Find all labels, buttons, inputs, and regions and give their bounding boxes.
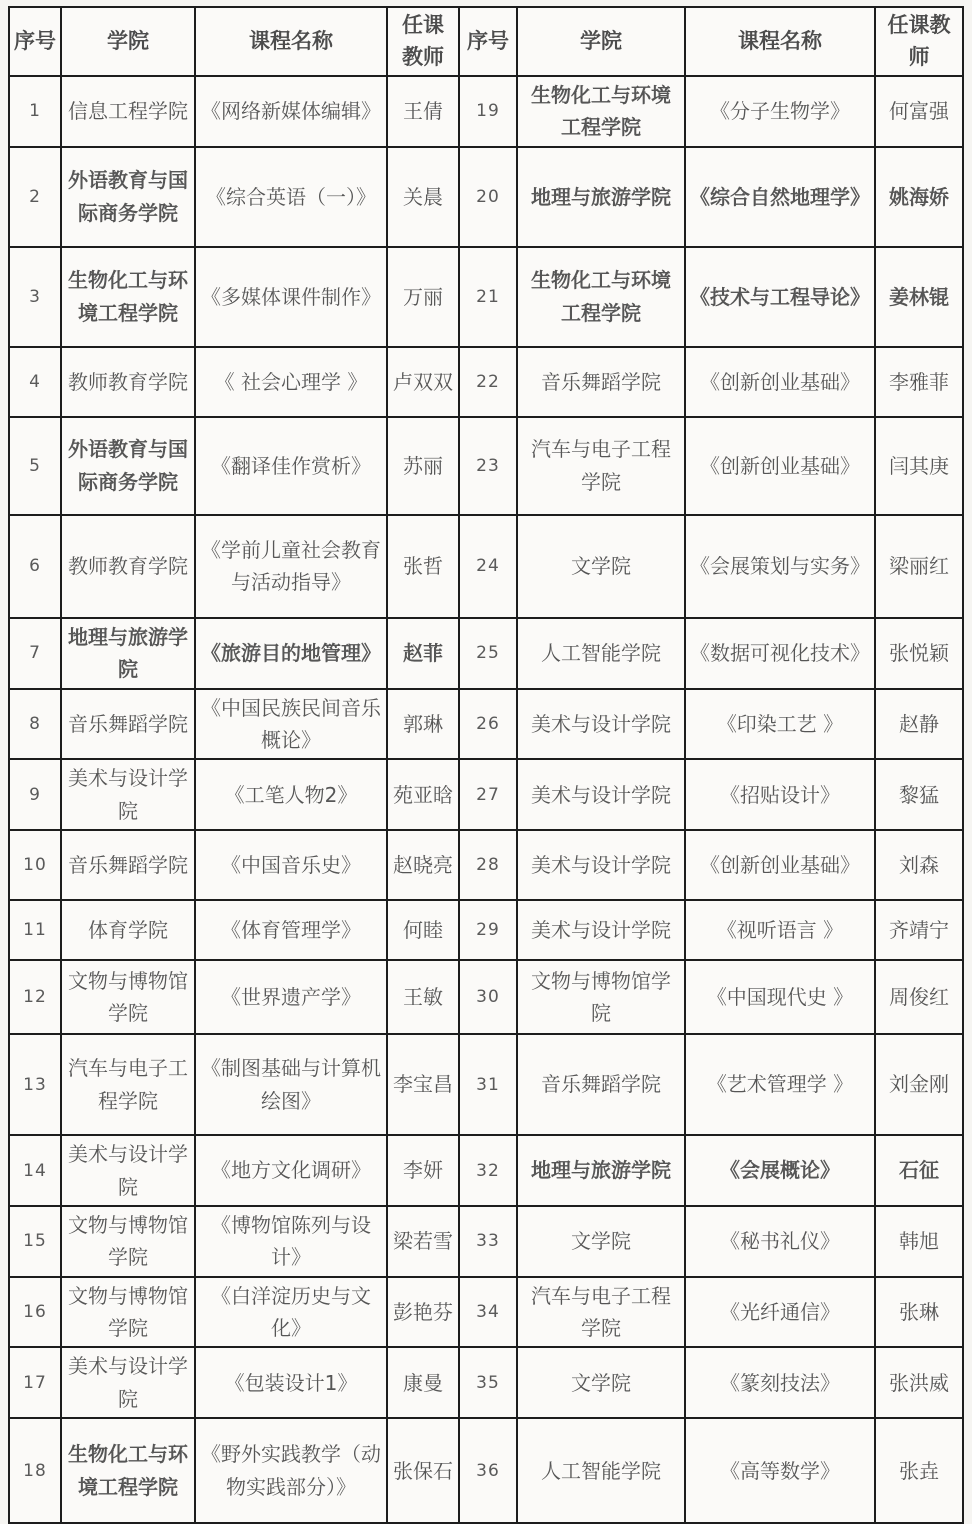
cell-course: 《视听语言 》 bbox=[685, 900, 875, 960]
cell-course: 《篆刻技法》 bbox=[685, 1347, 875, 1418]
table-row bbox=[9, 1135, 963, 1206]
cell-no: 9 bbox=[9, 759, 61, 830]
cell-no: 16 bbox=[9, 1277, 61, 1348]
cell-college: 文学院 bbox=[517, 1206, 685, 1277]
table-row bbox=[9, 1347, 963, 1418]
table-row bbox=[9, 347, 963, 417]
cell-college: 教师教育学院 bbox=[61, 347, 195, 417]
cell-teacher: 张洪威 bbox=[875, 1347, 963, 1418]
cell-course: 《高等数学》 bbox=[685, 1418, 875, 1523]
cell-teacher: 李妍 bbox=[387, 1135, 459, 1206]
header-cell-6: 课程名称 bbox=[685, 7, 875, 76]
cell-college: 生物化工与环境工程学院 bbox=[61, 1418, 195, 1523]
header-cell-5: 学院 bbox=[517, 7, 685, 76]
cell-teacher: 张悦颖 bbox=[875, 618, 963, 689]
cell-college: 地理与旅游学院 bbox=[61, 618, 195, 689]
cell-college: 文物与博物馆学院 bbox=[61, 1277, 195, 1348]
cell-college: 文学院 bbox=[517, 515, 685, 618]
cell-no: 13 bbox=[9, 1034, 61, 1135]
cell-course: 《网络新媒体编辑》 bbox=[195, 76, 387, 147]
cell-course: 《艺术管理学 》 bbox=[685, 1034, 875, 1135]
cell-no: 36 bbox=[459, 1418, 517, 1523]
cell-no: 28 bbox=[459, 830, 517, 900]
cell-teacher: 韩旭 bbox=[875, 1206, 963, 1277]
cell-college: 信息工程学院 bbox=[61, 76, 195, 147]
cell-college: 教师教育学院 bbox=[61, 515, 195, 618]
cell-no: 22 bbox=[459, 347, 517, 417]
cell-course: 《制图基础与计算机绘图》 bbox=[195, 1034, 387, 1135]
cell-course: 《翻译佳作赏析》 bbox=[195, 417, 387, 515]
cell-course: 《招贴设计》 bbox=[685, 759, 875, 830]
table-body bbox=[9, 76, 963, 1523]
cell-no: 29 bbox=[459, 900, 517, 960]
cell-college: 美术与设计学院 bbox=[61, 1135, 195, 1206]
cell-no: 11 bbox=[9, 900, 61, 960]
cell-course: 《 社会心理学 》 bbox=[195, 347, 387, 417]
cell-college: 汽车与电子工程学院 bbox=[61, 1034, 195, 1135]
table-row bbox=[9, 417, 963, 515]
cell-no: 12 bbox=[9, 960, 61, 1034]
cell-course: 《地方文化调研》 bbox=[195, 1135, 387, 1206]
cell-course: 《秘书礼仪》 bbox=[685, 1206, 875, 1277]
cell-college: 人工智能学院 bbox=[517, 618, 685, 689]
cell-course: 《综合英语（一）》 bbox=[195, 147, 387, 247]
cell-no: 25 bbox=[459, 618, 517, 689]
cell-course: 《体育管理学》 bbox=[195, 900, 387, 960]
cell-teacher: 张琳 bbox=[875, 1277, 963, 1348]
cell-course: 《中国民族民间音乐概论》 bbox=[195, 689, 387, 760]
cell-college: 文物与博物馆学院 bbox=[517, 960, 685, 1034]
cell-course: 《印染工艺 》 bbox=[685, 689, 875, 760]
cell-no: 14 bbox=[9, 1135, 61, 1206]
cell-teacher: 姜林锟 bbox=[875, 247, 963, 347]
cell-teacher: 彭艳芬 bbox=[387, 1277, 459, 1348]
cell-no: 24 bbox=[459, 515, 517, 618]
cell-no: 15 bbox=[9, 1206, 61, 1277]
cell-course: 《光纤通信》 bbox=[685, 1277, 875, 1348]
cell-no: 20 bbox=[459, 147, 517, 247]
cell-teacher: 黎猛 bbox=[875, 759, 963, 830]
cell-college: 音乐舞蹈学院 bbox=[517, 1034, 685, 1135]
cell-no: 8 bbox=[9, 689, 61, 760]
cell-no: 3 bbox=[9, 247, 61, 347]
cell-course: 《野外实践教学（动物实践部分）》 bbox=[195, 1418, 387, 1523]
cell-no: 23 bbox=[459, 417, 517, 515]
cell-course: 《博物馆陈列与设计》 bbox=[195, 1206, 387, 1277]
cell-no: 31 bbox=[459, 1034, 517, 1135]
cell-college: 文学院 bbox=[517, 1347, 685, 1418]
cell-no: 30 bbox=[459, 960, 517, 1034]
cell-teacher: 康曼 bbox=[387, 1347, 459, 1418]
cell-no: 10 bbox=[9, 830, 61, 900]
cell-college: 地理与旅游学院 bbox=[517, 147, 685, 247]
cell-college: 地理与旅游学院 bbox=[517, 1135, 685, 1206]
cell-no: 4 bbox=[9, 347, 61, 417]
cell-no: 32 bbox=[459, 1135, 517, 1206]
table-row bbox=[9, 830, 963, 900]
cell-course: 《综合自然地理学》 bbox=[685, 147, 875, 247]
cell-teacher: 齐靖宁 bbox=[875, 900, 963, 960]
cell-course: 《创新创业基础》 bbox=[685, 347, 875, 417]
cell-college: 人工智能学院 bbox=[517, 1418, 685, 1523]
table-row bbox=[9, 76, 963, 147]
table-row bbox=[9, 689, 963, 760]
cell-college: 汽车与电子工程学院 bbox=[517, 417, 685, 515]
table-row bbox=[9, 247, 963, 347]
cell-course: 《中国现代史 》 bbox=[685, 960, 875, 1034]
cell-teacher: 万丽 bbox=[387, 247, 459, 347]
cell-no: 26 bbox=[459, 689, 517, 760]
cell-course: 《会展概论》 bbox=[685, 1135, 875, 1206]
table-row bbox=[9, 960, 963, 1034]
cell-teacher: 赵静 bbox=[875, 689, 963, 760]
cell-no: 33 bbox=[459, 1206, 517, 1277]
cell-teacher: 苏丽 bbox=[387, 417, 459, 515]
header-row bbox=[9, 7, 963, 76]
table-row bbox=[9, 759, 963, 830]
table-row bbox=[9, 1277, 963, 1348]
table-row bbox=[9, 147, 963, 247]
cell-college: 美术与设计学院 bbox=[61, 1347, 195, 1418]
cell-no: 19 bbox=[459, 76, 517, 147]
table-row bbox=[9, 1206, 963, 1277]
cell-no: 5 bbox=[9, 417, 61, 515]
cell-course: 《技术与工程导论》 bbox=[685, 247, 875, 347]
cell-no: 21 bbox=[459, 247, 517, 347]
cell-teacher: 周俊红 bbox=[875, 960, 963, 1034]
cell-college: 音乐舞蹈学院 bbox=[61, 830, 195, 900]
cell-teacher: 闫其庚 bbox=[875, 417, 963, 515]
cell-college: 音乐舞蹈学院 bbox=[517, 347, 685, 417]
header-cell-2: 课程名称 bbox=[195, 7, 387, 76]
cell-college: 生物化工与环境工程学院 bbox=[517, 76, 685, 147]
cell-teacher: 王敏 bbox=[387, 960, 459, 1034]
cell-course: 《分子生物学》 bbox=[685, 76, 875, 147]
header-cell-7: 任课教师 bbox=[875, 7, 963, 76]
cell-no: 17 bbox=[9, 1347, 61, 1418]
cell-no: 18 bbox=[9, 1418, 61, 1523]
cell-college: 汽车与电子工程学院 bbox=[517, 1277, 685, 1348]
cell-teacher: 郭琳 bbox=[387, 689, 459, 760]
cell-teacher: 刘金刚 bbox=[875, 1034, 963, 1135]
cell-no: 35 bbox=[459, 1347, 517, 1418]
cell-teacher: 李宝昌 bbox=[387, 1034, 459, 1135]
table-row bbox=[9, 900, 963, 960]
table-row bbox=[9, 515, 963, 618]
cell-college: 美术与设计学院 bbox=[517, 900, 685, 960]
cell-teacher: 王倩 bbox=[387, 76, 459, 147]
header-cell-0: 序号 bbox=[9, 7, 61, 76]
header-cell-3: 任课教师 bbox=[387, 7, 459, 76]
table-row bbox=[9, 618, 963, 689]
cell-teacher: 何富强 bbox=[875, 76, 963, 147]
cell-teacher: 石征 bbox=[875, 1135, 963, 1206]
cell-teacher: 卢双双 bbox=[387, 347, 459, 417]
cell-course: 《包装设计1》 bbox=[195, 1347, 387, 1418]
cell-teacher: 张保石 bbox=[387, 1418, 459, 1523]
table-header bbox=[9, 7, 963, 76]
cell-no: 6 bbox=[9, 515, 61, 618]
cell-teacher: 苑亚晗 bbox=[387, 759, 459, 830]
cell-teacher: 赵晓亮 bbox=[387, 830, 459, 900]
cell-course: 《中国音乐史》 bbox=[195, 830, 387, 900]
cell-college: 美术与设计学院 bbox=[517, 830, 685, 900]
cell-no: 1 bbox=[9, 76, 61, 147]
cell-course: 《白洋淀历史与文化》 bbox=[195, 1277, 387, 1348]
header-cell-1: 学院 bbox=[61, 7, 195, 76]
cell-course: 《多媒体课件制作》 bbox=[195, 247, 387, 347]
course-schedule-table bbox=[8, 6, 964, 1524]
cell-teacher: 李雅菲 bbox=[875, 347, 963, 417]
cell-college: 外语教育与国际商务学院 bbox=[61, 147, 195, 247]
cell-college: 文物与博物馆学院 bbox=[61, 1206, 195, 1277]
cell-course: 《世界遗产学》 bbox=[195, 960, 387, 1034]
cell-course: 《数据可视化技术》 bbox=[685, 618, 875, 689]
cell-teacher: 梁丽红 bbox=[875, 515, 963, 618]
cell-course: 《创新创业基础》 bbox=[685, 417, 875, 515]
cell-college: 体育学院 bbox=[61, 900, 195, 960]
cell-teacher: 张垚 bbox=[875, 1418, 963, 1523]
cell-teacher: 关晨 bbox=[387, 147, 459, 247]
cell-teacher: 张哲 bbox=[387, 515, 459, 618]
cell-course: 《工笔人物2》 bbox=[195, 759, 387, 830]
cell-college: 音乐舞蹈学院 bbox=[61, 689, 195, 760]
cell-college: 生物化工与环境工程学院 bbox=[517, 247, 685, 347]
cell-course: 《创新创业基础》 bbox=[685, 830, 875, 900]
cell-course: 《旅游目的地管理》 bbox=[195, 618, 387, 689]
cell-college: 美术与设计学院 bbox=[517, 759, 685, 830]
cell-no: 27 bbox=[459, 759, 517, 830]
cell-no: 34 bbox=[459, 1277, 517, 1348]
cell-teacher: 姚海娇 bbox=[875, 147, 963, 247]
cell-no: 2 bbox=[9, 147, 61, 247]
header-cell-4: 序号 bbox=[459, 7, 517, 76]
cell-college: 外语教育与国际商务学院 bbox=[61, 417, 195, 515]
cell-college: 生物化工与环境工程学院 bbox=[61, 247, 195, 347]
cell-college: 文物与博物馆学院 bbox=[61, 960, 195, 1034]
cell-college: 美术与设计学院 bbox=[517, 689, 685, 760]
cell-teacher: 赵菲 bbox=[387, 618, 459, 689]
cell-college: 美术与设计学院 bbox=[61, 759, 195, 830]
table-row bbox=[9, 1034, 963, 1135]
cell-teacher: 梁若雪 bbox=[387, 1206, 459, 1277]
cell-no: 7 bbox=[9, 618, 61, 689]
cell-teacher: 何睦 bbox=[387, 900, 459, 960]
cell-teacher: 刘森 bbox=[875, 830, 963, 900]
cell-course: 《会展策划与实务》 bbox=[685, 515, 875, 618]
cell-course: 《学前儿童社会教育与活动指导》 bbox=[195, 515, 387, 618]
